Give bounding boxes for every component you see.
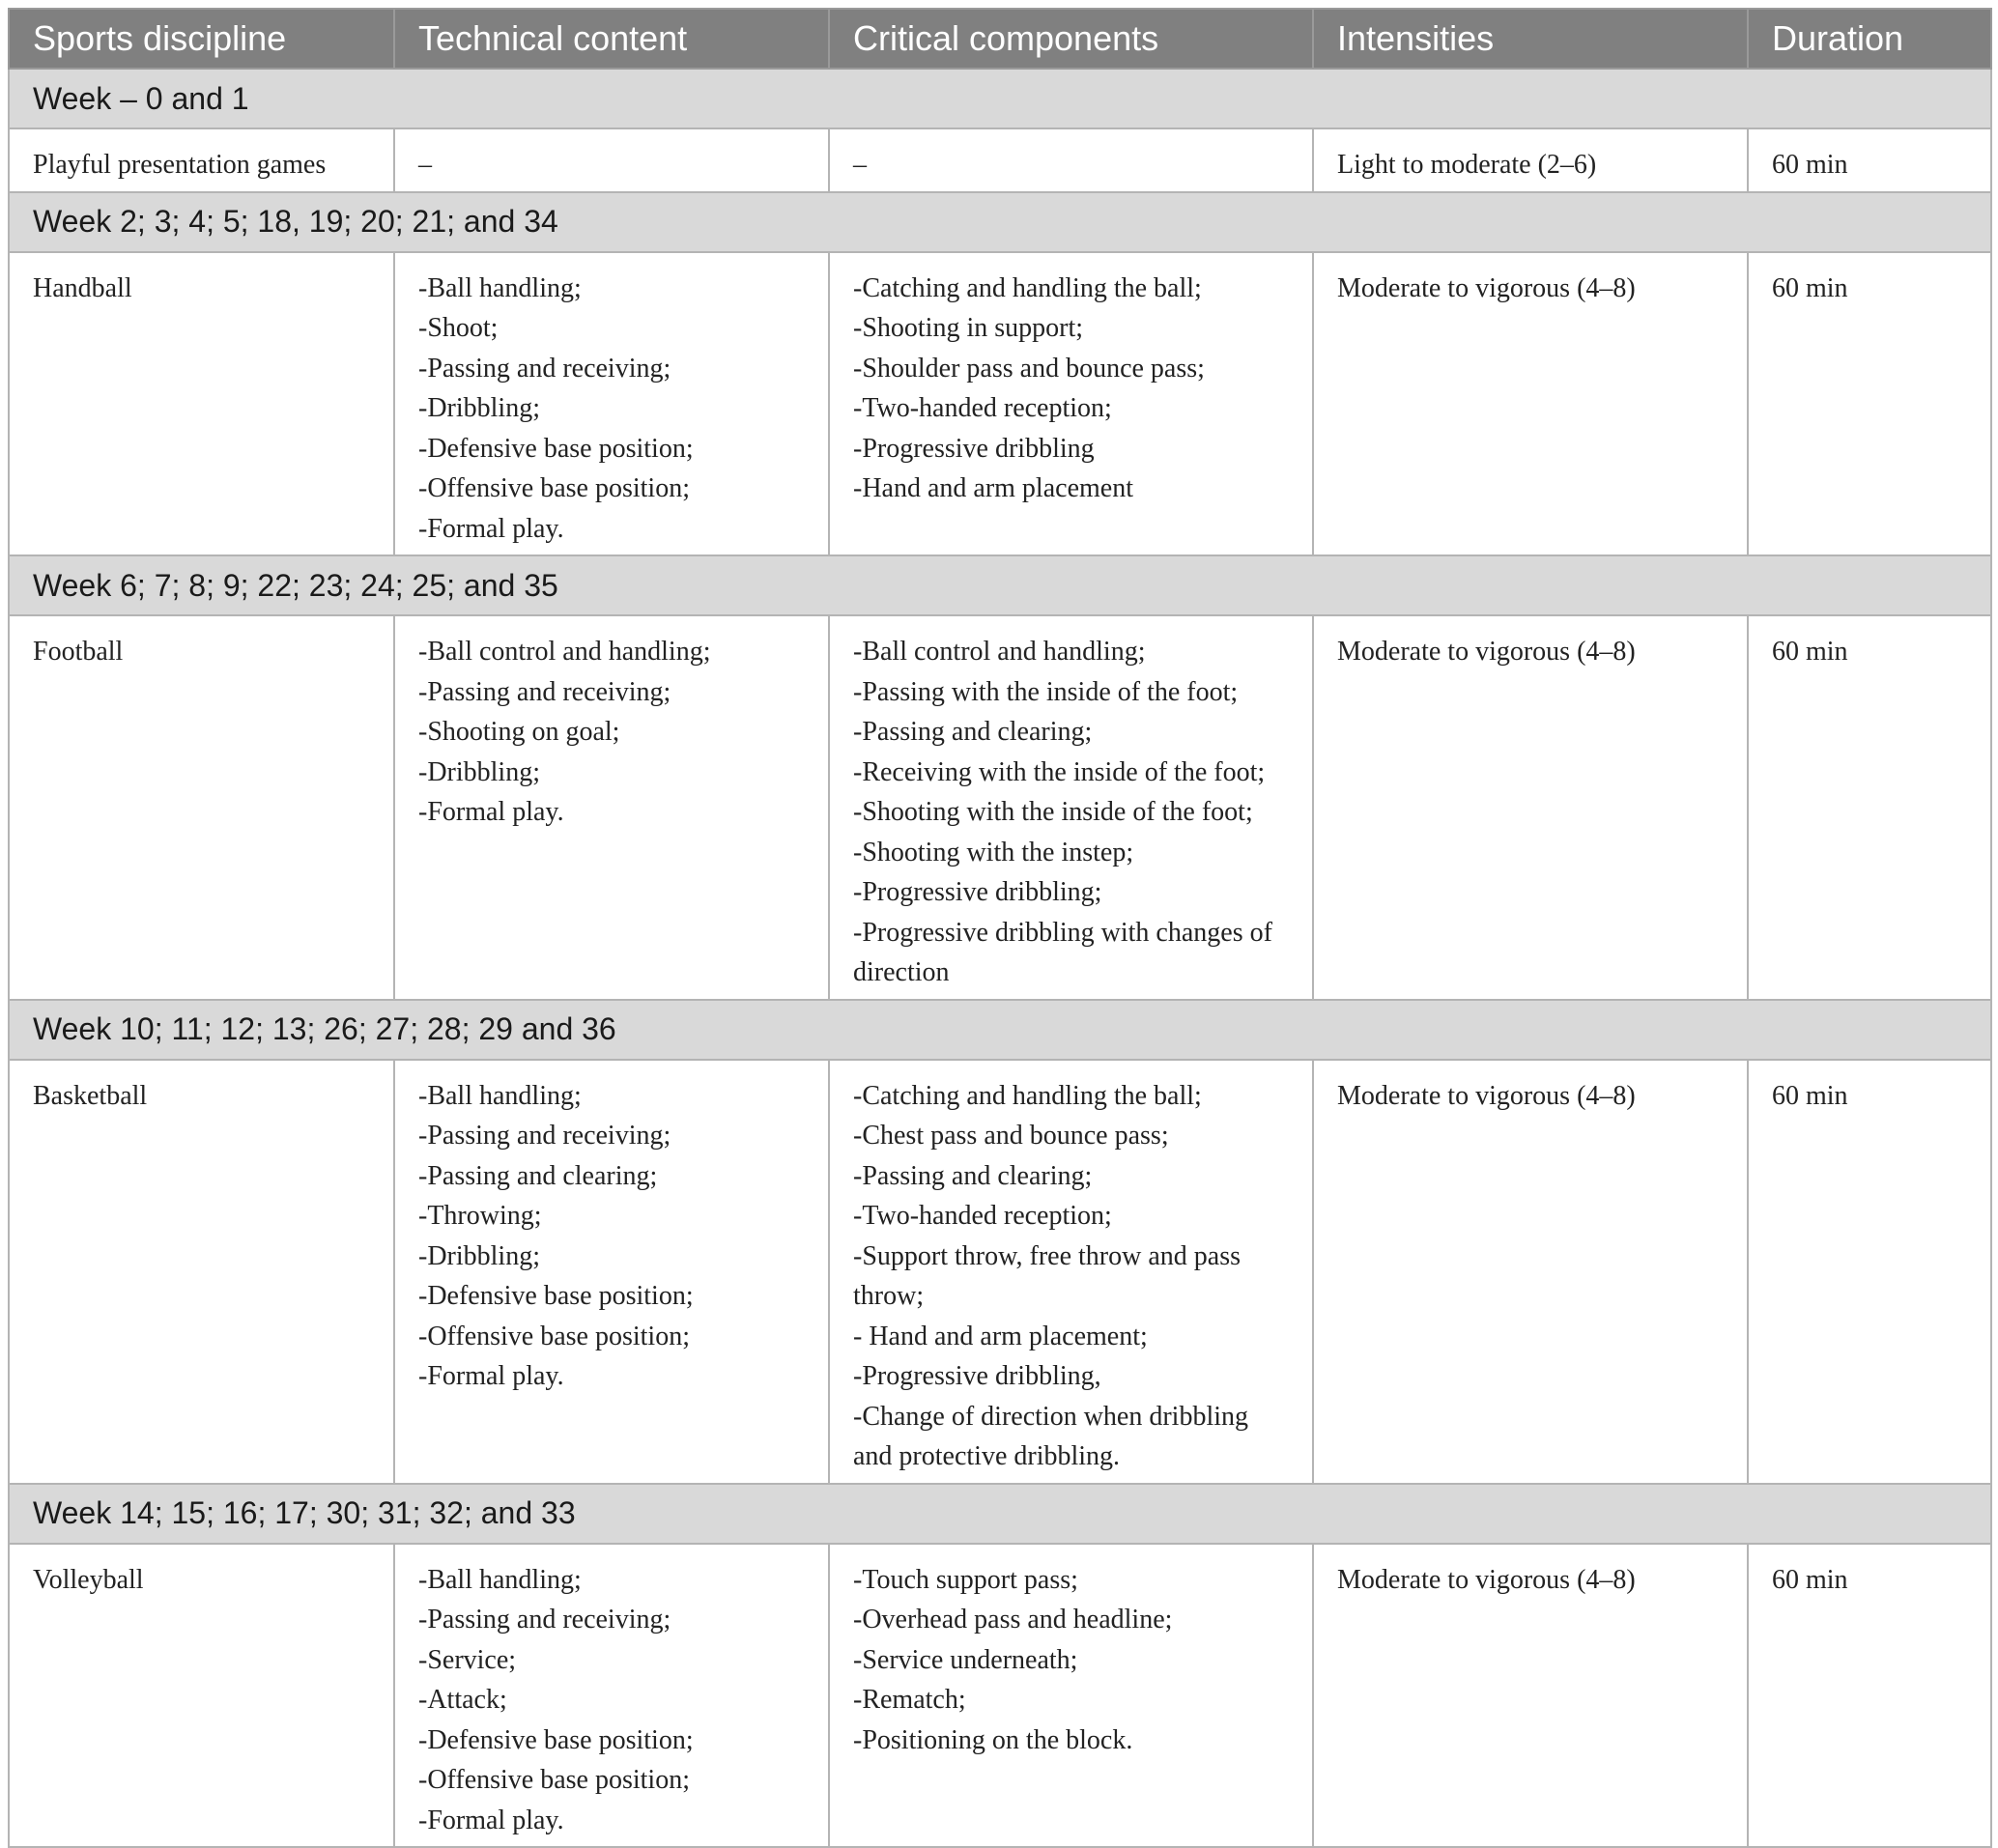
critical-item: – xyxy=(853,150,867,180)
section-row xyxy=(9,69,1991,128)
technical-item: -Passing and receiving; xyxy=(418,1121,671,1151)
table-header xyxy=(9,9,1991,69)
critical-item: -Chest pass and bounce pass; xyxy=(853,1121,1169,1151)
cell-critical-components xyxy=(829,128,1313,192)
technical-item: -Passing and clearing; xyxy=(418,1160,658,1191)
technical-item: -Dribbling; xyxy=(418,756,540,787)
section-week-label: Week 6; 7; 8; 9; 22; 23; 24; 25; and 35 xyxy=(9,555,1991,615)
critical-item: -Change of direction when dribbling and protective dribbling. xyxy=(853,1401,1249,1471)
critical-item: - Hand and arm placement; xyxy=(853,1321,1148,1351)
table-row xyxy=(9,1544,1991,1848)
technical-item: -Formal play. xyxy=(418,1805,564,1835)
critical-item: -Progressive dribbling xyxy=(853,433,1095,464)
header-duration: Duration xyxy=(1748,9,1991,69)
technical-item: -Ball control and handling; xyxy=(418,637,711,667)
section-row xyxy=(9,1484,1991,1544)
technical-item: -Offensive base position; xyxy=(418,473,690,503)
critical-item: -Overhead pass and headline; xyxy=(853,1605,1173,1635)
cell-sports-discipline: Basketball xyxy=(9,1060,394,1484)
cell-sports-discipline: Volleyball xyxy=(9,1544,394,1848)
cell-critical-components xyxy=(829,615,1313,1000)
cell-technical-content xyxy=(394,128,829,192)
cell-technical-content xyxy=(394,252,829,556)
critical-item: -Touch support pass; xyxy=(853,1564,1078,1595)
technical-item: -Service; xyxy=(418,1644,517,1675)
critical-item: -Service underneath; xyxy=(853,1644,1078,1675)
cell-sports-discipline: Playful presentation games xyxy=(9,128,394,192)
table-row xyxy=(9,252,1991,556)
header-technical-content: Technical content xyxy=(394,9,829,69)
critical-item: -Rematch; xyxy=(853,1685,966,1715)
technical-item: -Formal play. xyxy=(418,797,564,827)
technical-item: -Formal play. xyxy=(418,513,564,544)
table-row xyxy=(9,1060,1991,1484)
header-row xyxy=(9,9,1991,69)
critical-item: -Ball control and handling; xyxy=(853,637,1146,667)
cell-technical-content xyxy=(394,1544,829,1848)
critical-item: -Passing and clearing; xyxy=(853,1160,1093,1191)
technical-item: -Formal play. xyxy=(418,1361,564,1391)
technical-item: -Dribbling; xyxy=(418,1240,540,1271)
technical-item: -Ball handling; xyxy=(418,272,582,303)
header-intensities: Intensities xyxy=(1313,9,1748,69)
technical-item: -Offensive base position; xyxy=(418,1765,690,1795)
cell-technical-content xyxy=(394,1060,829,1484)
critical-item: -Catching and handling the ball; xyxy=(853,1080,1202,1111)
critical-item: -Two-handed reception; xyxy=(853,1201,1112,1231)
cell-critical-components xyxy=(829,1544,1313,1848)
technical-item: -Shooting on goal; xyxy=(418,717,620,747)
header-critical-components: Critical components xyxy=(829,9,1313,69)
table-body xyxy=(9,69,1991,1847)
technical-item: -Ball handling; xyxy=(418,1564,582,1595)
critical-item: -Passing with the inside of the foot; xyxy=(853,676,1239,707)
cell-critical-components xyxy=(829,252,1313,556)
technical-item: -Defensive base position; xyxy=(418,1281,694,1311)
critical-item: -Progressive dribbling, xyxy=(853,1361,1101,1391)
technical-item: -Ball handling; xyxy=(418,1080,582,1111)
critical-item: -Receiving with the inside of the foot; xyxy=(853,756,1266,787)
critical-item: -Two-handed reception; xyxy=(853,393,1112,423)
cell-sports-discipline: Football xyxy=(9,615,394,1000)
section-week-label: Week 14; 15; 16; 17; 30; 31; 32; and 33 xyxy=(9,1484,1991,1544)
section-week-label: Week 2; 3; 4; 5; 18, 19; 20; 21; and 34 xyxy=(9,192,1991,252)
section-row xyxy=(9,192,1991,252)
critical-item: -Shooting in support; xyxy=(853,313,1084,343)
cell-duration: 60 min xyxy=(1748,252,1991,556)
section-week-label: Week – 0 and 1 xyxy=(9,69,1991,128)
cell-technical-content xyxy=(394,615,829,1000)
cell-intensity: Light to moderate (2–6) xyxy=(1313,128,1748,192)
cell-duration: 60 min xyxy=(1748,128,1991,192)
cell-intensity: Moderate to vigorous (4–8) xyxy=(1313,1544,1748,1848)
cell-intensity: Moderate to vigorous (4–8) xyxy=(1313,615,1748,1000)
technical-item: -Dribbling; xyxy=(418,393,540,423)
cell-sports-discipline: Handball xyxy=(9,252,394,556)
critical-item: -Positioning on the block. xyxy=(853,1724,1133,1755)
critical-item: -Passing and clearing; xyxy=(853,717,1093,747)
cell-duration: 60 min xyxy=(1748,1544,1991,1848)
technical-item: -Throwing; xyxy=(418,1201,542,1231)
technical-item: -Offensive base position; xyxy=(418,1321,690,1351)
cell-critical-components xyxy=(829,1060,1313,1484)
cell-duration: 60 min xyxy=(1748,615,1991,1000)
technical-item: -Attack; xyxy=(418,1685,507,1715)
training-program-table xyxy=(8,8,1992,1848)
header-sports-discipline: Sports discipline xyxy=(9,9,394,69)
cell-intensity: Moderate to vigorous (4–8) xyxy=(1313,252,1748,556)
section-week-label: Week 10; 11; 12; 13; 26; 27; 28; 29 and 36 xyxy=(9,1000,1991,1060)
technical-item: -Passing and receiving; xyxy=(418,676,671,707)
technical-item: -Shoot; xyxy=(418,313,499,343)
technical-item: -Passing and receiving; xyxy=(418,1605,671,1635)
critical-item: -Catching and handling the ball; xyxy=(853,272,1202,303)
technical-item: -Defensive base position; xyxy=(418,433,694,464)
table-row xyxy=(9,128,1991,192)
critical-item: -Hand and arm placement xyxy=(853,473,1133,503)
training-program-table-container xyxy=(8,8,1990,1848)
technical-item: -Defensive base position; xyxy=(418,1724,694,1755)
section-row xyxy=(9,555,1991,615)
critical-item: -Support throw, free throw and pass throw; xyxy=(853,1240,1241,1311)
table-row xyxy=(9,615,1991,1000)
cell-intensity: Moderate to vigorous (4–8) xyxy=(1313,1060,1748,1484)
critical-item: -Progressive dribbling; xyxy=(853,877,1102,907)
technical-item: – xyxy=(418,150,432,180)
critical-item: -Shoulder pass and bounce pass; xyxy=(853,353,1205,384)
critical-item: -Progressive dribbling with changes of direction xyxy=(853,917,1272,987)
critical-item: -Shooting with the inside of the foot; xyxy=(853,797,1253,827)
technical-item: -Passing and receiving; xyxy=(418,353,671,384)
section-row xyxy=(9,1000,1991,1060)
critical-item: -Shooting with the instep; xyxy=(853,837,1134,867)
cell-duration: 60 min xyxy=(1748,1060,1991,1484)
